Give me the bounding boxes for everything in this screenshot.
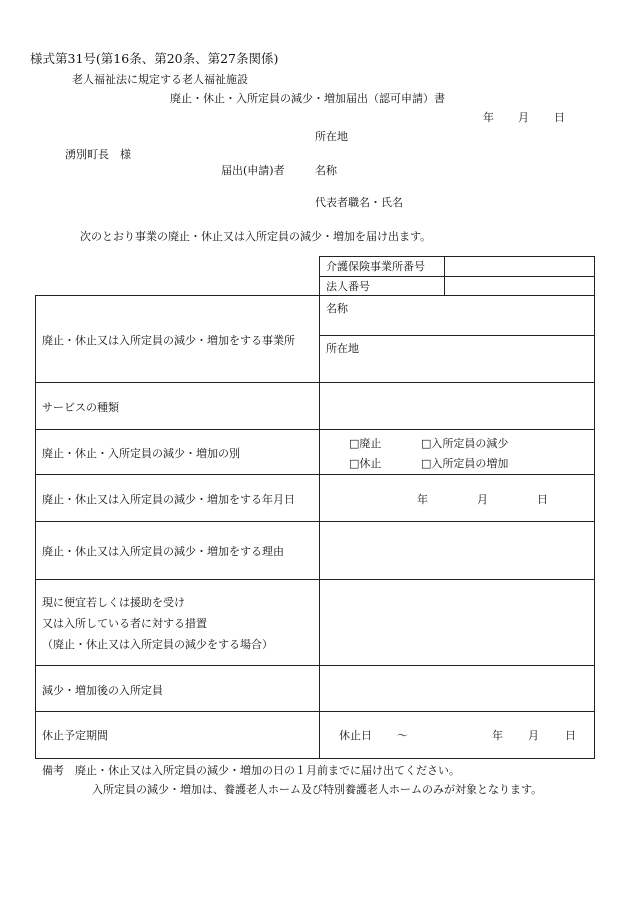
row-divider xyxy=(36,579,594,580)
action-date-day-label: 日 xyxy=(537,493,548,506)
measures-label xyxy=(42,592,273,655)
row-divider xyxy=(320,335,594,336)
measures-line-3: （廃止・休止又は入所定員の減少をする場合） xyxy=(42,638,273,651)
row-divider xyxy=(36,429,594,430)
date-month-label: 月 xyxy=(518,111,529,124)
applicant-name-label: 名称 xyxy=(315,164,337,177)
capacity-label: 減少・増加後の入所定員 xyxy=(42,684,163,697)
suspension-tilde: ～ xyxy=(397,729,408,742)
addressee: 湧別町長 様 xyxy=(65,148,131,161)
action-date-month-label: 月 xyxy=(477,493,488,506)
option-abolish[interactable]: □廃止 xyxy=(349,437,382,450)
suspension-day-label: 日 xyxy=(565,729,576,742)
provider-number-row xyxy=(320,257,594,277)
insurance-number-table xyxy=(319,256,595,296)
row-divider xyxy=(36,382,594,383)
row-divider xyxy=(36,474,594,475)
corporate-number-label: 法人番号 xyxy=(320,277,445,296)
service-type-label: サービスの種類 xyxy=(42,401,119,414)
column-divider xyxy=(319,296,320,758)
row-divider xyxy=(36,665,594,666)
provider-number-label: 介護保険事業所番号 xyxy=(320,257,445,276)
suspension-start-label: 休止日 xyxy=(339,729,372,742)
suspension-month-label: 月 xyxy=(528,729,539,742)
form-title: 廃止・休止・入所定員の減少・増加届出（認可申請）書 xyxy=(170,92,445,105)
main-form-table xyxy=(35,295,595,759)
row-divider xyxy=(36,521,594,522)
measures-line-1: 現に便宜若しくは援助を受け xyxy=(42,596,185,609)
suspension-label: 休止予定期間 xyxy=(42,729,108,742)
applicant-label: 届出(申請)者 xyxy=(221,164,285,177)
category-label: 廃止・休止・入所定員の減少・増加の別 xyxy=(42,447,240,460)
applicant-address-label: 所在地 xyxy=(315,130,348,143)
form-number: 様式第31号(第16条、第20条、第27条関係) xyxy=(30,51,279,66)
measures-line-2: 又は入所している者に対する措置 xyxy=(42,617,207,630)
corporate-number-row xyxy=(320,277,594,296)
note-line-2: 入所定員の減少・増加は、養護老人ホーム及び特別養護老人ホームのみが対象となります。 xyxy=(92,783,543,796)
reason-label: 廃止・休止又は入所定員の減少・増加をする理由 xyxy=(42,545,284,558)
option-suspend[interactable]: □休止 xyxy=(349,457,382,470)
date-year-label: 年 xyxy=(483,111,494,124)
facility-name-label: 名称 xyxy=(326,302,348,315)
note-line-1: 備考 廃止・休止又は入所定員の減少・増加の日の１月前までに届け出てください。 xyxy=(42,764,460,777)
option-decrease[interactable]: □入所定員の減少 xyxy=(421,437,509,450)
date-day-label: 日 xyxy=(554,111,565,124)
date-label: 廃止・休止又は入所定員の減少・増加をする年月日 xyxy=(42,493,295,506)
intro-text: 次のとおり事業の廃止・休止又は入所定員の減少・増加を届け出ます。 xyxy=(80,230,432,243)
facility-address-label: 所在地 xyxy=(326,342,359,355)
law-reference: 老人福祉法に規定する老人福祉施設 xyxy=(72,73,248,86)
facility-label: 廃止・休止又は入所定員の減少・増加をする事業所 xyxy=(42,334,295,347)
option-increase[interactable]: □入所定員の増加 xyxy=(421,457,509,470)
suspension-year-label: 年 xyxy=(492,729,503,742)
representative-label: 代表者職名・氏名 xyxy=(315,196,403,209)
action-date-year-label: 年 xyxy=(417,493,428,506)
row-divider xyxy=(36,711,594,712)
